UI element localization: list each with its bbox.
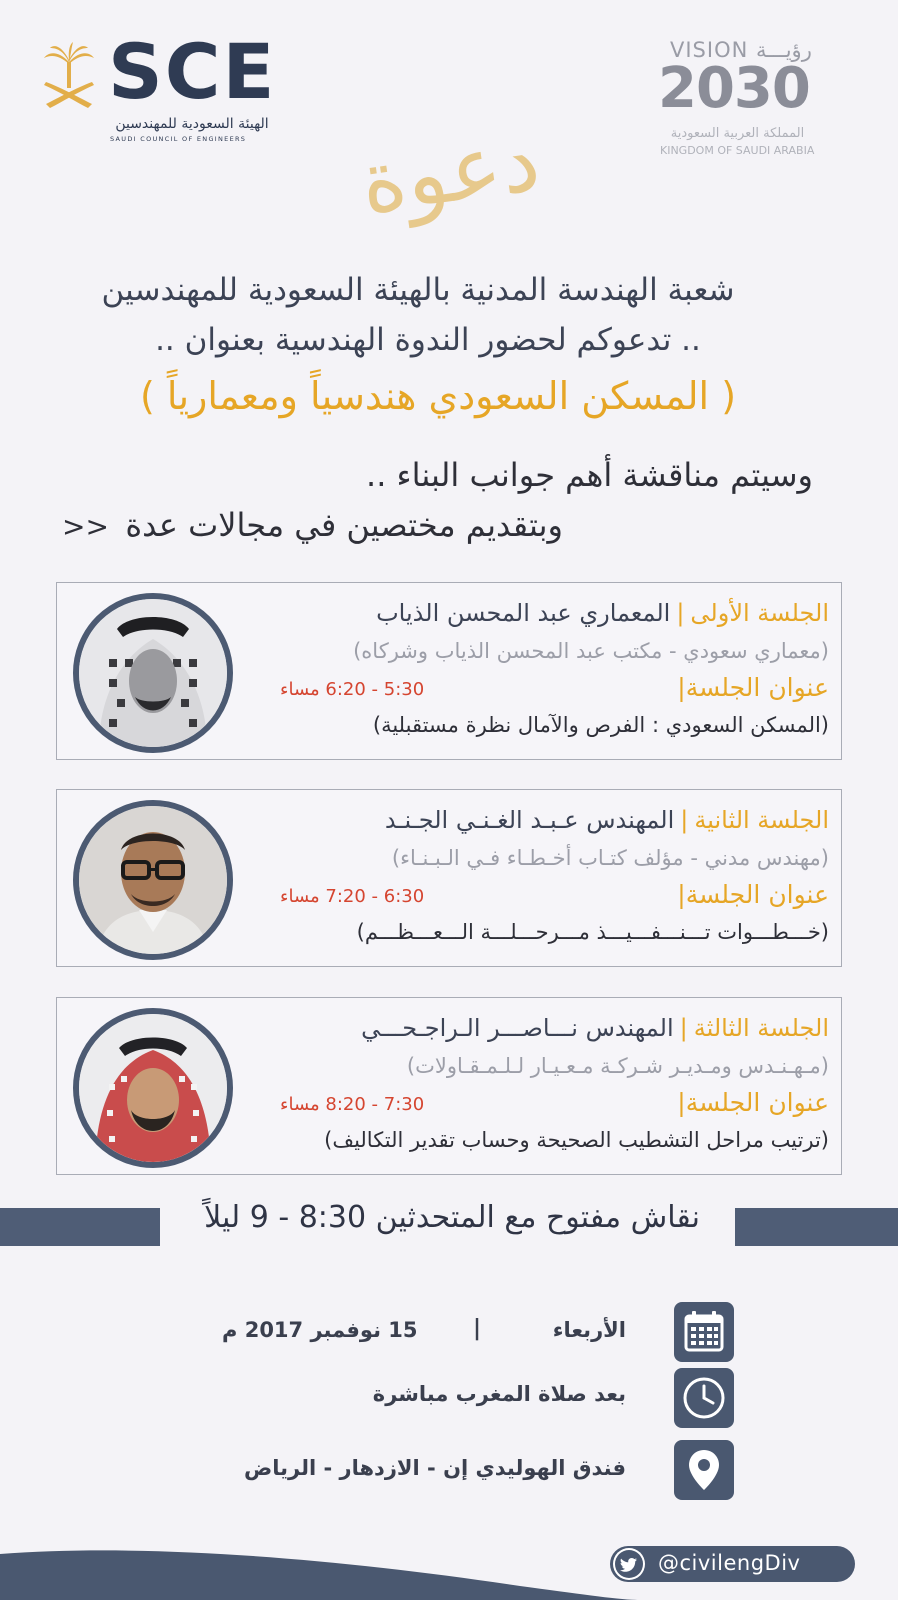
session-label: الجلسة الأولى bbox=[690, 599, 829, 627]
event-time: بعد صلاة المغرب مباشرة bbox=[372, 1382, 626, 1406]
session-title-label: عنوان الجلسة| bbox=[677, 673, 829, 702]
speaker-name: المعماري عبد المحسن الذياب bbox=[376, 599, 671, 627]
speaker-name: المهندس نـــاصـــر الـراجـحـــي bbox=[361, 1014, 674, 1042]
vision-label: VISION رؤيـــة bbox=[670, 38, 812, 62]
sce-arabic-name: الهيئة السعودية للمهندسين bbox=[115, 116, 269, 132]
event-day: الأربعاء bbox=[552, 1318, 626, 1342]
session-title: (خـــطـــوات تـــنـــفـــيـــذ مـــرحـــلـــة الـــعـــظـــم) bbox=[356, 920, 829, 944]
intro-line-1: شعبة الهندسة المدنية بالهيئة السعودية للمهندسين bbox=[101, 272, 735, 308]
speaker-name: المهندس عـبـد الغـنـي الجـنـد bbox=[384, 806, 675, 834]
palm-swords-icon bbox=[40, 42, 98, 114]
session-heading bbox=[385, 806, 829, 834]
speaker-role: (معماري سعودي - مكتب عبد المحسن الذياب وشركاه) bbox=[353, 639, 829, 663]
discussion-line-2: وبتقديم مختصين في مجالات عدة bbox=[125, 506, 563, 544]
speaker-avatar-icon bbox=[79, 599, 227, 747]
session-heading bbox=[376, 599, 829, 627]
twitter-handle-badge[interactable] bbox=[610, 1546, 855, 1582]
intro-line-2: .. تدعوكم لحضور الندوة الهندسية بعنوان .. bbox=[155, 322, 701, 358]
sce-logo bbox=[40, 27, 280, 150]
event-date: 15 نوفمبر 2017 م bbox=[222, 1318, 418, 1342]
session-title-label: عنوان الجلسة| bbox=[677, 880, 829, 909]
heading-separator: | bbox=[676, 599, 685, 627]
location-pin-icon bbox=[674, 1440, 734, 1500]
session-title-label: عنوان الجلسة| bbox=[677, 1088, 829, 1117]
speaker-avatar-icon bbox=[79, 1014, 227, 1162]
speaker-photo bbox=[73, 800, 233, 960]
event-place: فندق الهوليدي إن - الازدهار - الرياض bbox=[244, 1456, 626, 1480]
twitter-handle-text[interactable]: @civilengDiv bbox=[658, 1551, 801, 1575]
heading-separator: | bbox=[680, 806, 689, 834]
discussion-line-1: وسيتم مناقشة أهم جوانب البناء .. bbox=[366, 456, 813, 494]
sce-english-name: SAUDI COUNCIL OF ENGINEERS bbox=[110, 135, 247, 143]
invitation-calligraphy: دعوة bbox=[354, 110, 546, 234]
calendar-icon bbox=[674, 1302, 734, 1362]
speaker-photo bbox=[73, 593, 233, 753]
band-left-bar bbox=[0, 1208, 160, 1246]
clock-icon bbox=[674, 1368, 734, 1428]
vision-year: 2030 bbox=[658, 56, 810, 121]
kingdom-arabic: المملكة العربية السعودية bbox=[670, 126, 805, 141]
session-label: الجلسة الثالثة bbox=[693, 1014, 829, 1042]
kingdom-english: KINGDOM OF SAUDI ARABIA bbox=[660, 144, 815, 157]
speaker-role: (مـهـنـدس ومـديـر شـركـة مـعـيـار لـلـمـقـاولات) bbox=[406, 1054, 829, 1078]
sce-wordmark: SCE bbox=[108, 27, 277, 116]
seminar-topic: ( المسكن السعودي هندسياً ومعمارياً ) bbox=[139, 374, 737, 418]
session-title: (المسكن السعودي : الفرص والآمال نظرة مستقبلية) bbox=[372, 713, 829, 737]
session-card-1 bbox=[56, 582, 842, 760]
speaker-avatar-icon bbox=[79, 806, 227, 954]
speaker-role: (مهندس مدني - مؤلف كتـاب أخـطـاء فـي الـبـنـاء) bbox=[391, 846, 829, 870]
band-right-bar bbox=[735, 1208, 898, 1246]
vision-2030-logo bbox=[658, 36, 840, 157]
session-title: (ترتيب مراحل التشطيب الصحيحة وحساب تقدير التكاليف) bbox=[324, 1128, 829, 1152]
date-divider: | bbox=[473, 1316, 482, 1341]
twitter-icon bbox=[613, 1548, 645, 1580]
session-time: 7:30 - 8:20 مساء bbox=[280, 1094, 425, 1115]
heading-separator: | bbox=[679, 1014, 688, 1042]
session-label: الجلسة الثانية bbox=[694, 806, 829, 834]
session-card-2 bbox=[56, 789, 842, 967]
speaker-photo bbox=[73, 1008, 233, 1168]
session-time: 6:30 - 7:20 مساء bbox=[280, 886, 425, 907]
session-time: 5:30 - 6:20 مساء bbox=[280, 679, 425, 700]
session-heading bbox=[361, 1014, 829, 1042]
arrows-mark: >> bbox=[62, 510, 109, 543]
session-card-3 bbox=[56, 997, 842, 1175]
open-discussion-text: نقاش مفتوح مع المتحدثين 8:30 - 9 ليلاً bbox=[204, 1200, 700, 1235]
